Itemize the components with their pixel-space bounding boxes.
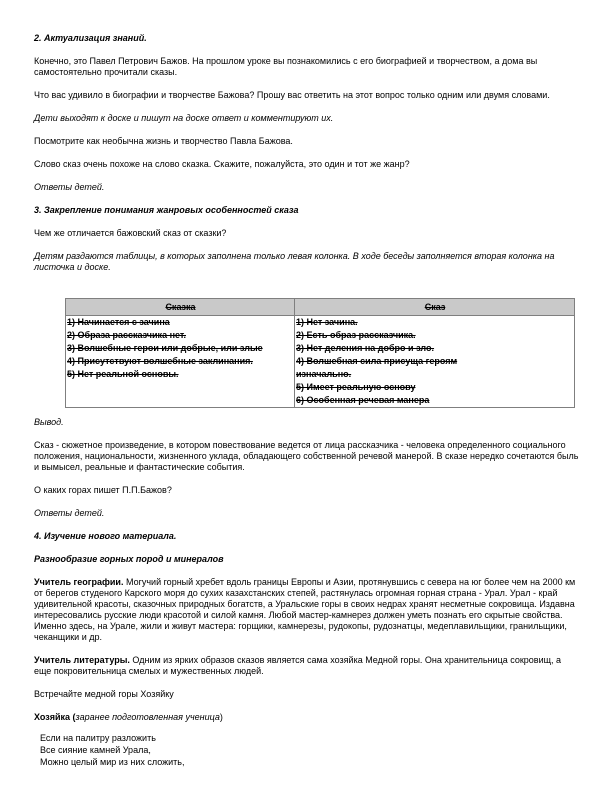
poem <box>40 732 579 768</box>
document-page <box>34 33 579 768</box>
italic-note: Ответы детей. <box>34 182 105 192</box>
table-cell-line: 1) Нет зачина. <box>296 317 358 327</box>
italic-note: Детям раздаются таблицы, в которых заполнена только левая колонка. В ходе беседы заполняется вторая колонка на листочка и доске. <box>34 251 555 272</box>
table-cell-line: 5) Имеет реальную основу <box>296 382 416 392</box>
paragraph: Посмотрите как необычна жизнь и творчество Павла Бажова. <box>34 136 293 146</box>
paragraph: Чем же отличается бажовский сказ от сказки? <box>34 228 227 238</box>
paragraph: Сказ - сюжетное произведение, в котором повествование ведется от лица рассказчика - человека определенного социального положения, национальности, жизненного уклада, обладающего собственной речевой манерой. В сказе нередко сочетаются быль и вымысел, реальные и фантастические события. <box>34 440 579 472</box>
comparison-table <box>65 298 575 408</box>
stage-note-close: ) <box>219 712 223 722</box>
speaker-text: Могучий горный хребет вдоль границы Европы и Азии, протянувшись с севера на юг более чем на 2000 км от берегов студеного Карского моря до сухих казахстанских степей, растянулась огромная горная страна - Урал. Урал - край удивительной красоты, сказочных природных богатств, а Уральские горы в своих недрах хранят несметные сокровища. Издавна интересовались русские люди красотой и силой камня. Любой мастер-камнерез должен уметь познать его скрытые свойства. Именно здесь, на Урале, жили и живут мастера: горщики, камнерезы, рудокопы, рудознатцы, медеплавильщики, гранильщики, чеканщики и др. <box>34 577 576 642</box>
table-header-skazka: Сказка <box>66 299 295 316</box>
table-cell-line: 6) Особенная речевая манера <box>296 395 430 405</box>
table-cell-line: 2) Есть образ рассказчика. <box>296 330 416 340</box>
section-4-heading: 4. Изучение нового материала. <box>34 531 177 541</box>
table-cell-line: 3) Волшебные герои или добрые, или злые <box>67 343 263 353</box>
paragraph: Встречайте медной горы Хозяйку <box>34 689 174 699</box>
paragraph: О каких горах пишет П.П.Бажов? <box>34 485 172 495</box>
paragraph <box>34 655 579 677</box>
table-cell-line: 5) Нет реальной основы. <box>67 369 179 379</box>
stage-note: заранее подготовленная ученица <box>75 712 220 722</box>
section-4-subheading: Разнообразие горных пород и минералов <box>34 554 224 564</box>
table-cell-line: 1) Начинается с зачина <box>67 317 170 327</box>
paragraph: Конечно, это Павел Петрович Бажов. На прошлом уроке вы познакомились с его биографией и творчеством, а дома вы самостоятельно прочитали сказы. <box>34 56 538 77</box>
paragraph: Что вас удивило в биографии и творчестве Бажова? Прошу вас ответить на этот вопрос только одним или двумя словами. <box>34 90 550 100</box>
table-header-skaz: Сказ <box>295 299 575 316</box>
paragraph <box>34 577 579 643</box>
paragraph: Слово сказ очень похоже на слово сказка. Скажите, пожалуйста, это один и тот же жанр? <box>34 159 410 169</box>
table-cell-line: 4) Присутствуют волшебные заклинания. <box>67 356 253 366</box>
table-cell-line: изначально. <box>296 369 352 379</box>
paragraph <box>34 712 579 723</box>
speaker-label: Хозяйка ( <box>34 712 76 722</box>
italic-note: Дети выходят к доске и пишут на доске ответ и комментируют их. <box>34 113 334 123</box>
table-cell-line: 3) Нет деления на добро и зло. <box>296 343 435 353</box>
table-cell-skazka <box>66 316 295 408</box>
italic-note: Ответы детей. <box>34 508 105 518</box>
speaker-label: Учитель литературы. <box>34 655 130 665</box>
poem-line: Можно целый мир из них сложить, <box>40 757 185 767</box>
table-cell-line: 4) Волшебная сила присуща героям <box>296 356 458 366</box>
poem-line: Все сияние камней Урала, <box>40 745 151 755</box>
italic-note: Вывод. <box>34 417 64 427</box>
section-2-heading: 2. Актуализация знаний. <box>34 33 147 43</box>
table-cell-skaz <box>295 316 575 408</box>
table-cell-line: 2) Образа рассказчика нет. <box>67 330 187 340</box>
speaker-label: Учитель географии. <box>34 577 124 587</box>
section-3-heading: 3. Закрепление понимания жанровых особенностей сказа <box>34 205 299 215</box>
poem-line: Если на палитру разложить <box>40 733 156 743</box>
speaker-text: Одним из ярких образов сказов является сама хозяйка Медной горы. Она хранительница сокровищ, а еще покровительница смелых и мужественных людей. <box>34 655 562 676</box>
